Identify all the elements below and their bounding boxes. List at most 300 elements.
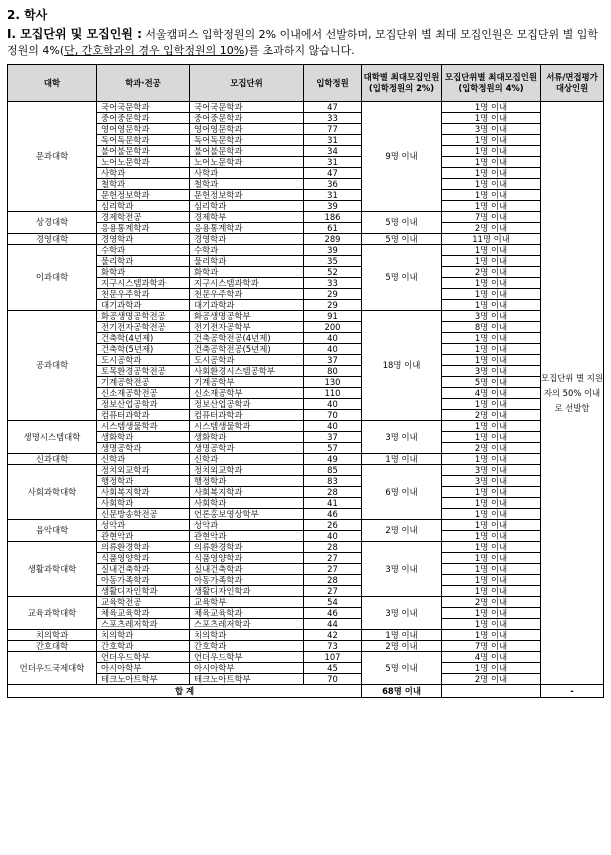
dept-cell: 경제학전공 [97, 212, 190, 223]
quota-cell: 44 [304, 619, 362, 630]
table-row [8, 608, 604, 619]
unit-max-cell: 3명 이내 [442, 124, 541, 135]
dept-cell: 응용통계학과 [97, 223, 190, 234]
table-row [8, 509, 604, 520]
unit-cell: 식품영양학과 [190, 553, 304, 564]
unit-max-cell: 1명 이내 [442, 190, 541, 201]
dept-cell: 생화학과 [97, 432, 190, 443]
table-row [8, 597, 604, 608]
quota-cell: 70 [304, 410, 362, 421]
quota-cell: 27 [304, 564, 362, 575]
quota-cell: 35 [304, 256, 362, 267]
table-row [8, 575, 604, 586]
dept-cell: 기계공학전공 [97, 377, 190, 388]
unit-max-cell: 1명 이내 [442, 553, 541, 564]
quota-cell: 39 [304, 201, 362, 212]
quota-cell: 54 [304, 597, 362, 608]
unit-cell: 아동가족학과 [190, 575, 304, 586]
table-row [8, 476, 604, 487]
unit-max-cell: 2명 이내 [442, 443, 541, 454]
table-row [8, 399, 604, 410]
table-row [8, 531, 604, 542]
unit-max-cell: 1명 이내 [442, 542, 541, 553]
recruitment-table [7, 64, 604, 698]
unit-cell: 사회학과 [190, 498, 304, 509]
quota-cell: 29 [304, 300, 362, 311]
table-row [8, 619, 604, 630]
unit-cell: 생명공학과 [190, 443, 304, 454]
unit-max-cell: 1명 이내 [442, 344, 541, 355]
college-max-cell: 5명 이내 [362, 652, 442, 685]
table-row [8, 267, 604, 278]
unit-max-cell: 8명 이내 [442, 322, 541, 333]
quota-cell: 40 [304, 421, 362, 432]
unit-cell: 정보산업공학과 [190, 399, 304, 410]
dept-cell: 언더우드학부 [97, 652, 190, 663]
unit-cell: 시스템생물학과 [190, 421, 304, 432]
table-row [8, 630, 604, 641]
dept-cell: 전기전자공학전공 [97, 322, 190, 333]
header-college-max: 대학별 최대모집인원 (입학정원의 2%) [362, 65, 442, 102]
unit-max-cell: 3명 이내 [442, 366, 541, 377]
unit-cell: 물리학과 [190, 256, 304, 267]
total-college-max: 68명 이내 [362, 685, 442, 698]
table-row [8, 234, 604, 245]
unit-max-cell: 1명 이내 [442, 278, 541, 289]
unit-max-cell: 1명 이내 [442, 454, 541, 465]
quota-cell: 45 [304, 663, 362, 674]
dept-cell: 불어불문학과 [97, 146, 190, 157]
college-name: 치의학과 [8, 630, 97, 641]
quota-cell: 31 [304, 135, 362, 146]
unit-cell: 언더우드학부 [190, 652, 304, 663]
quota-cell: 130 [304, 377, 362, 388]
college-max-cell: 3명 이내 [362, 542, 442, 597]
table-row [8, 663, 604, 674]
quota-cell: 46 [304, 608, 362, 619]
quota-cell: 57 [304, 443, 362, 454]
quota-cell: 33 [304, 113, 362, 124]
unit-cell: 경영학과 [190, 234, 304, 245]
dept-cell: 경영학과 [97, 234, 190, 245]
unit-cell: 사회복지학과 [190, 487, 304, 498]
dept-cell: 실내건축학과 [97, 564, 190, 575]
unit-cell: 의류환경학과 [190, 542, 304, 553]
college-name: 신과대학 [8, 454, 97, 465]
intro-heading: Ⅰ. 모집단위 및 모집인원 : [7, 27, 142, 41]
unit-cell: 문헌정보학과 [190, 190, 304, 201]
unit-cell: 체육교육학과 [190, 608, 304, 619]
table-row [8, 300, 604, 311]
college-max-cell: 2명 이내 [362, 641, 442, 652]
table-row [8, 366, 604, 377]
table-body [8, 102, 604, 698]
dept-cell: 철학과 [97, 179, 190, 190]
unit-max-cell: 2명 이내 [442, 597, 541, 608]
table-row [8, 124, 604, 135]
college-max-cell: 5명 이내 [362, 212, 442, 234]
unit-max-cell: 2명 이내 [442, 410, 541, 421]
dept-cell: 도시공학과 [97, 355, 190, 366]
college-name: 언더우드국제대학 [8, 652, 97, 685]
college-name: 간호대학 [8, 641, 97, 652]
dept-cell: 건축학(5년제) [97, 344, 190, 355]
unit-max-cell: 1명 이내 [442, 157, 541, 168]
dept-cell: 행정학과 [97, 476, 190, 487]
unit-max-cell: 1명 이내 [442, 245, 541, 256]
quota-cell: 40 [304, 344, 362, 355]
unit-max-cell: 7명 이내 [442, 641, 541, 652]
college-max-cell: 3명 이내 [362, 421, 442, 454]
total-unit-max [442, 685, 541, 698]
quota-cell: 26 [304, 520, 362, 531]
quota-cell: 47 [304, 102, 362, 113]
dept-cell: 스포츠레저학과 [97, 619, 190, 630]
table-row [8, 322, 604, 333]
college-max-cell: 5명 이내 [362, 245, 442, 311]
unit-cell: 언론홍보영상학부 [190, 509, 304, 520]
table-row [8, 289, 604, 300]
table-row [8, 641, 604, 652]
unit-max-cell: 1명 이내 [442, 201, 541, 212]
quota-cell: 36 [304, 179, 362, 190]
unit-cell: 도시공학과 [190, 355, 304, 366]
unit-max-cell: 1명 이내 [442, 432, 541, 443]
table-row [8, 355, 604, 366]
unit-cell: 경제학부 [190, 212, 304, 223]
college-name: 사회과학대학 [8, 465, 97, 520]
unit-max-cell: 1명 이내 [442, 256, 541, 267]
unit-cell: 수학과 [190, 245, 304, 256]
quota-cell: 61 [304, 223, 362, 234]
dept-cell: 사회복지학과 [97, 487, 190, 498]
unit-cell: 철학과 [190, 179, 304, 190]
dept-cell: 지구시스템과학과 [97, 278, 190, 289]
quota-cell: 110 [304, 388, 362, 399]
unit-cell: 기계공학부 [190, 377, 304, 388]
unit-cell: 생화학과 [190, 432, 304, 443]
dept-cell: 화공생명공학전공 [97, 311, 190, 322]
table-row [8, 553, 604, 564]
table-row [8, 179, 604, 190]
table-row [8, 542, 604, 553]
unit-max-cell: 7명 이내 [442, 212, 541, 223]
quota-cell: 28 [304, 542, 362, 553]
dept-cell: 성악과 [97, 520, 190, 531]
table-row [8, 421, 604, 432]
table-row [8, 212, 604, 223]
quota-cell: 91 [304, 311, 362, 322]
college-name: 음악대학 [8, 520, 97, 542]
unit-max-cell: 1명 이내 [442, 586, 541, 597]
unit-max-cell: 1명 이내 [442, 498, 541, 509]
unit-max-cell: 2명 이내 [442, 267, 541, 278]
unit-cell: 신학과 [190, 454, 304, 465]
unit-cell: 사학과 [190, 168, 304, 179]
header-dept: 학과·전공 [97, 65, 190, 102]
unit-max-cell: 1명 이내 [442, 630, 541, 641]
unit-max-cell: 1명 이내 [442, 333, 541, 344]
section-title: 2. 학사 [7, 8, 48, 22]
intro-text-1: 서울캠퍼스 입학정원의 2% 이내에서 선발하며, 모집단위 별 최대 모집인원은 모집단위 별 입학정원의 4%( [7, 28, 598, 57]
unit-cell: 스포츠레저학과 [190, 619, 304, 630]
college-max-cell: 9명 이내 [362, 102, 442, 212]
unit-max-cell: 2명 이내 [442, 223, 541, 234]
total-doc: - [541, 685, 604, 698]
dept-cell: 의류환경학과 [97, 542, 190, 553]
header-college: 대학 [8, 65, 97, 102]
unit-cell: 컴퓨터과학과 [190, 410, 304, 421]
table-row [8, 498, 604, 509]
table-row [8, 520, 604, 531]
unit-cell: 불어불문학과 [190, 146, 304, 157]
unit-cell: 독어독문학과 [190, 135, 304, 146]
unit-max-cell: 1명 이내 [442, 113, 541, 124]
college-name: 생활과학대학 [8, 542, 97, 597]
dept-cell: 신문방송학전공 [97, 509, 190, 520]
quota-cell: 40 [304, 531, 362, 542]
unit-max-cell: 1명 이내 [442, 355, 541, 366]
quota-cell: 31 [304, 157, 362, 168]
quota-cell: 186 [304, 212, 362, 223]
unit-cell: 심리학과 [190, 201, 304, 212]
unit-max-cell: 1명 이내 [442, 102, 541, 113]
unit-max-cell: 1명 이내 [442, 619, 541, 630]
dept-cell: 간호학과 [97, 641, 190, 652]
quota-cell: 49 [304, 454, 362, 465]
dept-cell: 사회학과 [97, 498, 190, 509]
table-row [8, 201, 604, 212]
unit-cell: 건축공학전공(5년제) [190, 344, 304, 355]
unit-cell: 테크노아트학부 [190, 674, 304, 685]
quota-cell: 28 [304, 575, 362, 586]
quota-cell: 52 [304, 267, 362, 278]
dept-cell: 천문우주학과 [97, 289, 190, 300]
quota-cell: 200 [304, 322, 362, 333]
table-row [8, 102, 604, 113]
dept-cell: 수학과 [97, 245, 190, 256]
unit-cell: 영어영문학과 [190, 124, 304, 135]
quota-cell: 40 [304, 333, 362, 344]
unit-cell: 생활디자인학과 [190, 586, 304, 597]
table-row [8, 333, 604, 344]
dept-cell: 시스템생물학과 [97, 421, 190, 432]
table-row [8, 135, 604, 146]
table-row [8, 586, 604, 597]
unit-max-cell: 1명 이내 [442, 146, 541, 157]
table-row [8, 157, 604, 168]
unit-cell: 국어국문학과 [190, 102, 304, 113]
quota-cell: 28 [304, 487, 362, 498]
table-row [8, 278, 604, 289]
dept-cell: 토목환경공학전공 [97, 366, 190, 377]
unit-cell: 관현악과 [190, 531, 304, 542]
dept-cell: 신소재공학전공 [97, 388, 190, 399]
dept-cell: 체육교육학과 [97, 608, 190, 619]
unit-max-cell: 3명 이내 [442, 476, 541, 487]
dept-cell: 생활디자인학과 [97, 586, 190, 597]
table-row [8, 190, 604, 201]
quota-cell: 29 [304, 289, 362, 300]
table-row [8, 465, 604, 476]
table-row [8, 344, 604, 355]
table-row [8, 432, 604, 443]
unit-cell: 대기과학과 [190, 300, 304, 311]
unit-max-cell: 1명 이내 [442, 509, 541, 520]
unit-max-cell: 3명 이내 [442, 311, 541, 322]
unit-max-cell: 5명 이내 [442, 377, 541, 388]
unit-max-cell: 11명 이내 [442, 234, 541, 245]
dept-cell: 관현악과 [97, 531, 190, 542]
unit-max-cell: 1명 이내 [442, 300, 541, 311]
dept-cell: 문헌정보학과 [97, 190, 190, 201]
quota-cell: 85 [304, 465, 362, 476]
dept-cell: 영어영문학과 [97, 124, 190, 135]
quota-cell: 70 [304, 674, 362, 685]
college-name: 경영대학 [8, 234, 97, 245]
dept-cell: 교육학전공 [97, 597, 190, 608]
header-doc: 서류/면접평가 대상인원 [541, 65, 604, 102]
unit-max-cell: 1명 이내 [442, 289, 541, 300]
college-name: 문과대학 [8, 102, 97, 212]
quota-cell: 47 [304, 168, 362, 179]
header-unit: 모집단위 [190, 65, 304, 102]
unit-cell: 행정학과 [190, 476, 304, 487]
college-max-cell: 5명 이내 [362, 234, 442, 245]
unit-max-cell: 1명 이내 [442, 399, 541, 410]
unit-max-cell: 1명 이내 [442, 487, 541, 498]
unit-max-cell: 1명 이내 [442, 421, 541, 432]
quota-cell: 83 [304, 476, 362, 487]
quota-cell: 289 [304, 234, 362, 245]
table-row [8, 245, 604, 256]
dept-cell: 심리학과 [97, 201, 190, 212]
unit-cell: 천문우주학과 [190, 289, 304, 300]
quota-cell: 27 [304, 586, 362, 597]
college-name: 이과대학 [8, 245, 97, 311]
table-header-row [8, 65, 604, 102]
unit-cell: 화공생명공학부 [190, 311, 304, 322]
college-max-cell: 2명 이내 [362, 520, 442, 542]
table-row [8, 113, 604, 124]
college-name: 공과대학 [8, 311, 97, 421]
total-label: 합 계 [8, 685, 362, 698]
header-quota: 입학정원 [304, 65, 362, 102]
table-row [8, 388, 604, 399]
quota-cell: 107 [304, 652, 362, 663]
quota-cell: 42 [304, 630, 362, 641]
unit-max-cell: 1명 이내 [442, 575, 541, 586]
unit-cell: 건축공학전공(4년제) [190, 333, 304, 344]
college-name: 교육과학대학 [8, 597, 97, 630]
college-name: 생명시스템대학 [8, 421, 97, 454]
unit-cell: 치의학과 [190, 630, 304, 641]
unit-cell: 노어노문학과 [190, 157, 304, 168]
dept-cell: 대기과학과 [97, 300, 190, 311]
table-row [8, 674, 604, 685]
unit-max-cell: 1명 이내 [442, 179, 541, 190]
unit-max-cell: 1명 이내 [442, 564, 541, 575]
dept-cell: 생명공학과 [97, 443, 190, 454]
unit-cell: 응용통계학과 [190, 223, 304, 234]
unit-max-cell: 1명 이내 [442, 608, 541, 619]
table-row [8, 454, 604, 465]
unit-cell: 사회환경시스템공학부 [190, 366, 304, 377]
quota-cell: 40 [304, 399, 362, 410]
header-unit-max: 모집단위별 최대모집인원 (입학정원의 4%) [442, 65, 541, 102]
unit-max-cell: 3명 이내 [442, 465, 541, 476]
unit-cell: 신소재공학부 [190, 388, 304, 399]
unit-max-cell: 1명 이내 [442, 663, 541, 674]
intro-text-2: )를 초과하지 않습니다. [244, 44, 355, 57]
dept-cell: 화학과 [97, 267, 190, 278]
doc-note-cell: 모집단위 별 지원자의 50% 이내로 선발함 [541, 102, 604, 685]
dept-cell: 물리학과 [97, 256, 190, 267]
quota-cell: 34 [304, 146, 362, 157]
total-row [8, 685, 604, 698]
unit-max-cell: 2명 이내 [442, 674, 541, 685]
unit-cell: 성악과 [190, 520, 304, 531]
quota-cell: 46 [304, 509, 362, 520]
college-max-cell: 1명 이내 [362, 454, 442, 465]
dept-cell: 컴퓨터과학과 [97, 410, 190, 421]
dept-cell: 사학과 [97, 168, 190, 179]
dept-cell: 치의학과 [97, 630, 190, 641]
table-row [8, 564, 604, 575]
quota-cell: 41 [304, 498, 362, 509]
unit-cell: 아시아학부 [190, 663, 304, 674]
unit-max-cell: 4명 이내 [442, 388, 541, 399]
unit-cell: 정치외교학과 [190, 465, 304, 476]
table-row [8, 410, 604, 421]
unit-max-cell: 1명 이내 [442, 531, 541, 542]
dept-cell: 노어노문학과 [97, 157, 190, 168]
table-row [8, 168, 604, 179]
dept-cell: 정치외교학과 [97, 465, 190, 476]
table-row [8, 223, 604, 234]
quota-cell: 37 [304, 355, 362, 366]
unit-max-cell: 1명 이내 [442, 520, 541, 531]
college-max-cell: 18명 이내 [362, 311, 442, 421]
unit-max-cell: 1명 이내 [442, 168, 541, 179]
dept-cell: 신학과 [97, 454, 190, 465]
unit-max-cell: 1명 이내 [442, 135, 541, 146]
unit-cell: 교육학부 [190, 597, 304, 608]
quota-cell: 37 [304, 432, 362, 443]
table-row [8, 443, 604, 454]
college-max-cell: 1명 이내 [362, 630, 442, 641]
dept-cell: 아동가족학과 [97, 575, 190, 586]
unit-cell: 화학과 [190, 267, 304, 278]
recruitment-intro [7, 26, 605, 59]
quota-cell: 77 [304, 124, 362, 135]
quota-cell: 39 [304, 245, 362, 256]
intro-nursing-note: 단, 간호학과의 경우 입학정원의 10% [64, 44, 245, 57]
college-max-cell: 6명 이내 [362, 465, 442, 520]
dept-cell: 건축학(4년제) [97, 333, 190, 344]
table-row [8, 487, 604, 498]
dept-cell: 국어국문학과 [97, 102, 190, 113]
dept-cell: 아시아학부 [97, 663, 190, 674]
college-max-cell: 3명 이내 [362, 597, 442, 630]
quota-cell: 80 [304, 366, 362, 377]
unit-max-cell: 4명 이내 [442, 652, 541, 663]
dept-cell: 식품영양학과 [97, 553, 190, 564]
quota-cell: 33 [304, 278, 362, 289]
quota-cell: 31 [304, 190, 362, 201]
quota-cell: 27 [304, 553, 362, 564]
quota-cell: 73 [304, 641, 362, 652]
